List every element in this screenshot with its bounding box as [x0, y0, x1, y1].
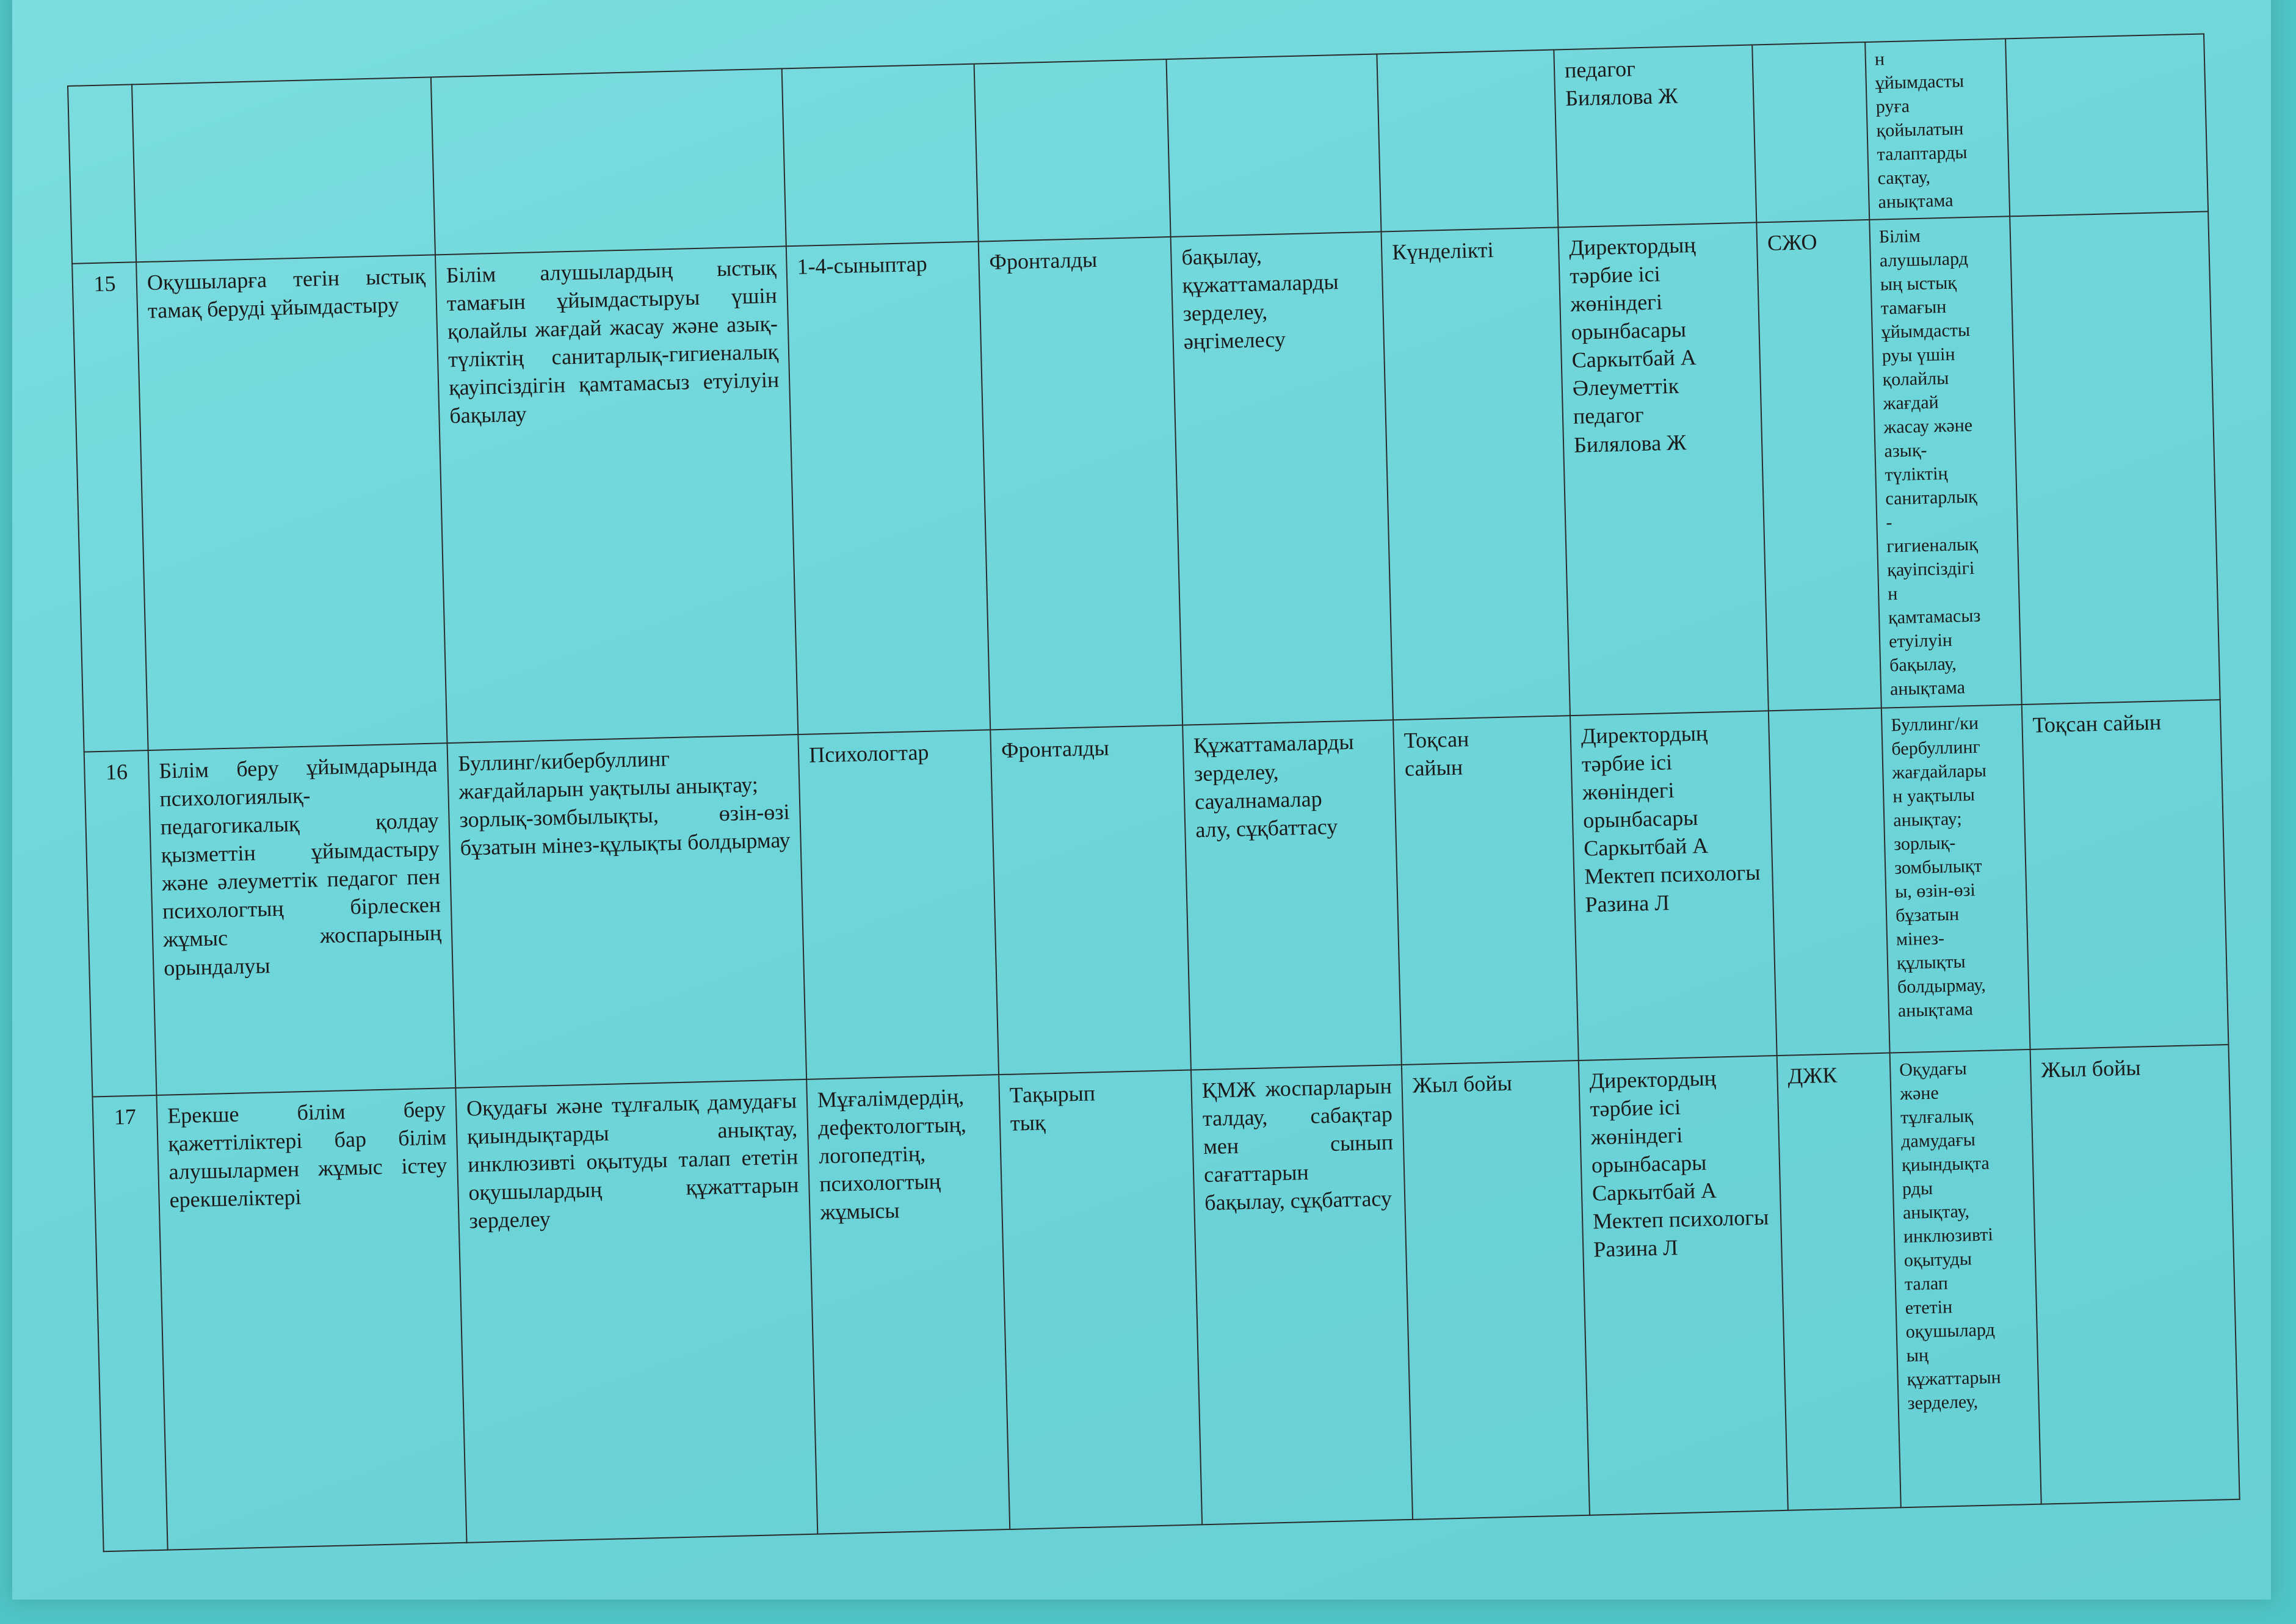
control-type-cell — [974, 59, 1171, 242]
table-row — [84, 700, 2229, 1097]
control-event-cell: Оқушыларға тегін ыстық тамақ беруді ұйымдастыру — [136, 255, 447, 750]
paper-sheet — [12, 0, 2271, 1600]
control-plan-table — [67, 33, 2240, 1552]
control-object-cell: 1-4-сыныптар — [786, 242, 990, 734]
control-object-cell: Психологтар — [798, 730, 999, 1079]
control-method-cell: бақылау, құжаттамаларды зерделеу, әңгімелесу — [1171, 231, 1393, 725]
responsible-cell: Директордың тәрбие ісі жөніндегі орынбасары Саркытбай А Мектеп психологы Разина Л — [1570, 711, 1777, 1060]
control-period-cell: Жыл бойы — [1402, 1060, 1590, 1520]
result-cell: Білім алушылард ың ыстық тамағын ұйымдасты руы үшін қолайлы жағдай жасау және азық- түліктің санитарлық - гигиеналық қауіпсіздігі н қамтамасыз етуілуін бақылау, анықтама — [1869, 216, 2021, 708]
review-place-cell — [1752, 42, 1869, 222]
control-period-cell: Тоқсан сайын — [1393, 716, 1579, 1065]
result-cell: н ұйымдасты руға қойылатын талаптарды сақтау, анықтама — [1865, 38, 2010, 220]
control-event-cell — [132, 77, 435, 262]
table-row — [72, 211, 2220, 752]
result-cell: Буллинг/ки бербуллинг жағдайлары н уақтылы анықтау; зорлық- зомбылықт ы, өзін-өзі бұзатын мінез- құлықты болдырмау, анықтама — [1881, 705, 2030, 1053]
table-row — [92, 1045, 2239, 1551]
row-number: 17 — [92, 1095, 167, 1551]
responsible-cell: Директордың тәрбие ісі жөніндегі орынбасары Саркытбай А Әлеуметтік педагог Билялова Ж — [1558, 222, 1768, 716]
control-period-cell: Күнделікті — [1381, 227, 1570, 720]
control-type-cell: Тақырып тық — [999, 1070, 1202, 1529]
responsible-cell: педагог Билялова Ж — [1554, 45, 1756, 228]
control-type-cell: Фронталды — [979, 237, 1182, 730]
control-event-cell: Білім беру ұйымдарында психологиялық-педагогикалық қолдау қызметтін ұйымдастыру және әлеуметтік педагог пен психологтың бірлескен жұмыс жоспарының орындалуы — [148, 743, 456, 1095]
control-object-cell — [782, 64, 979, 247]
control-type-cell: Фронталды — [990, 725, 1191, 1075]
review-place-cell: ДЖК — [1777, 1053, 1901, 1510]
control-goal-cell: Буллинг/кибербуллинг жағдайларын уақтылы анықтау; зорлық-зомбылықты, өзін-өзі бұзатын мінез-құлықты болдырмау — [447, 734, 807, 1088]
extra-cell: Тоқсан сайын — [2022, 700, 2229, 1049]
control-event-cell: Ерекше білім беру қажеттіліктері бар білім алушылармен жұмыс істеу ерекшеліктері — [156, 1088, 466, 1550]
extra-cell: Жыл бойы — [2030, 1045, 2240, 1504]
row-number: 16 — [84, 750, 157, 1097]
control-method-cell — [1166, 54, 1381, 237]
extra-cell — [2005, 34, 2208, 216]
control-method-cell: Құжаттамаларды зерделеу, сауалнамалар алу, сұқбаттасу — [1182, 720, 1402, 1070]
review-place-cell: СЖО — [1756, 220, 1881, 711]
control-object-cell: Мұғалімдердің, дефектологтың, логопедтің, психологтың жұмысы — [806, 1075, 1010, 1534]
control-period-cell — [1377, 49, 1558, 231]
control-goal-cell — [431, 68, 786, 255]
control-method-cell: ҚМЖ жоспарларын талдау, сабақтар мен сынып сағаттарын бақылау, сұқбаттасу — [1191, 1065, 1413, 1524]
row-number: 15 — [72, 262, 148, 752]
row-number — [68, 84, 136, 263]
review-place-cell — [1769, 708, 1890, 1056]
result-cell: Оқудағы және тұлғалық дамудағы қиындықта рды анықтау, инклюзивті оқытуды талап ететін оқушылард ың құжаттарын зерделеу, — [1890, 1049, 2041, 1507]
extra-cell — [2010, 211, 2220, 705]
document-page — [67, 33, 2239, 1532]
responsible-cell: Директордың тәрбие ісі жөніндегі орынбасары Саркытбай А Мектеп психологы Разина Л — [1579, 1056, 1788, 1515]
control-goal-cell: Оқудағы және тұлғалық дамудағы қиындықтарды анықтау, инклюзивті оқытуды талап ететін оқушылардың құжаттарын зерделеу — [455, 1079, 817, 1543]
control-goal-cell: Білім алушылардың ыстық тамағын ұйымдастыруы үшін қолайлы жағдай жасау және азық-түліктің санитарлық-гигиеналық қауіпсіздігін қамтамасыз етуілуін бақылау — [435, 246, 798, 743]
